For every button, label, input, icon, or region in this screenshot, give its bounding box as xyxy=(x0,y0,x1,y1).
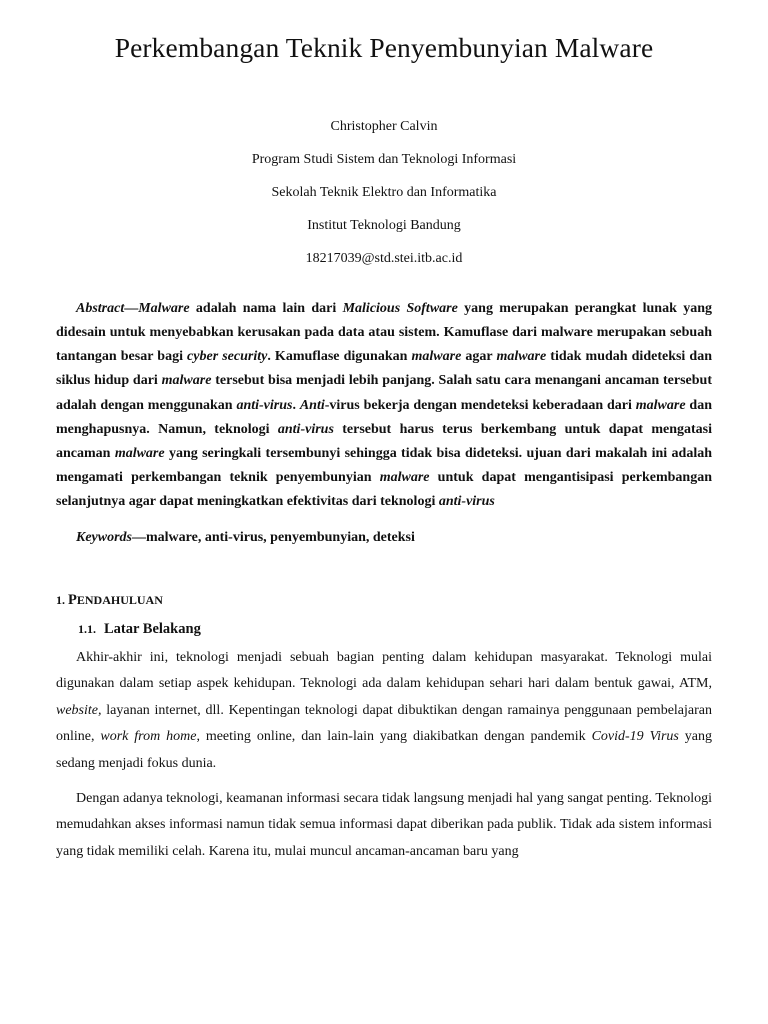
paragraph xyxy=(56,645,712,778)
paper-title: Perkembangan Teknik Penyembunyian Malware xyxy=(114,32,654,63)
text-run: yang sedang menjadi fokus dunia. xyxy=(56,729,712,771)
text-run: Anti xyxy=(299,397,325,413)
keywords-dash: — xyxy=(132,529,146,545)
keywords-text: malware, anti-virus, penyembunyian, deteksi xyxy=(146,529,415,545)
abstract xyxy=(56,297,712,515)
text-run: yang merupakan perangkat lunak yang didesain untuk menyebabkan kerusakan pada data atau sistem. Kamuflase dari malware merupakan sebuah tantangan besar bagi xyxy=(56,300,712,365)
section-number: 1. xyxy=(56,592,65,607)
subsection-heading xyxy=(78,619,712,639)
text-run: agar xyxy=(461,349,497,365)
author-block xyxy=(56,118,712,283)
text-run: malware xyxy=(114,445,165,461)
author-school: Sekolah Teknik Elektro dan Informatika xyxy=(271,184,497,200)
text-run: anti-virus xyxy=(277,421,334,437)
author-institute: Institut Teknologi Bandung xyxy=(307,217,461,233)
text-run: yang seringkali tersembunyi sehingga tidak bisa dideteksi. ujuan dari makalah ini adalah mengamati perkembangan teknik penyembunyian xyxy=(56,445,712,486)
abstract-dash: — xyxy=(124,300,139,316)
text-run: . Kamuflase digunakan xyxy=(267,349,412,365)
abstract-label: Abstract xyxy=(76,300,125,316)
text-run: Malware xyxy=(138,300,190,316)
section-title-rest: ENDAHULUAN xyxy=(76,592,163,607)
text-run: anti-virus xyxy=(438,494,495,510)
text-run: , meeting online, dan lain-lain yang diakibatkan dengan pandemik xyxy=(196,729,592,745)
text-run: layanan internet, dll. Kepentingan teknologi dapat dibuktikan dengan ramainya penggunaan pembelajaran online, xyxy=(56,702,712,745)
text-run: Akhir-akhir ini, teknologi menjadi sebuah bagian penting dalam kehidupan masyarakat. Teknologi mulai digunakan dalam setiap aspek kehidupan. Teknologi ada dalam kehidupan sehari hari dalam bentuk gawai, ATM, xyxy=(56,649,712,692)
subsection-title: Latar Belakang xyxy=(104,620,201,637)
paragraph xyxy=(56,786,712,866)
text-run: dan menghapusnya. Namun, teknologi xyxy=(56,397,712,437)
author-email: 18217039@std.stei.itb.ac.id xyxy=(305,250,463,266)
text-run: website, xyxy=(56,702,102,718)
text-run: anti-virus xyxy=(236,397,293,413)
text-run: Malicious Software xyxy=(342,300,458,316)
text-run: tersebut harus terus berkembang untuk dapat mengatasi ancaman xyxy=(56,421,713,461)
keywords xyxy=(56,527,712,549)
subsection-number: 1.1. xyxy=(78,621,96,636)
author-program: Program Studi Sistem dan Teknologi Informasi xyxy=(251,151,517,167)
text-run: cyber security xyxy=(187,349,268,365)
author-name: Christopher Calvin xyxy=(330,118,438,134)
text-run: malware xyxy=(411,349,462,365)
text-run: malware xyxy=(379,470,430,486)
text-run: malware xyxy=(496,349,547,365)
text-run: Covid-19 Virus xyxy=(591,729,679,745)
text-run: Dengan adanya teknologi, keamanan informasi secara tidak langsung menjadi hal yang sangat penting. Teknologi memudahkan akses informasi namun tidak semua informasi dapat diberikan pada publik. Tidak ada sistem informasi yang tidak memiliki celah. Karena itu, mulai muncul ancaman-ancaman baru yang xyxy=(56,790,712,859)
text-run: tidak mudah dideteksi dan siklus hidup dari xyxy=(56,349,712,389)
text-run: -virus bekerja dengan mendeteksi keberadaan dari xyxy=(324,397,636,413)
text-run: . xyxy=(292,397,300,413)
text-run: malware xyxy=(161,373,212,389)
text-run: tersebut bisa menjadi lebih panjang. Salah satu cara menangani ancaman tersebut adalah dengan menggunakan xyxy=(56,373,712,413)
keywords-label: Keywords xyxy=(76,529,132,545)
text-run: untuk dapat mengantisipasi perkembangan selanjutnya agar dapat meningkatkan efektivitas dari teknologi xyxy=(56,470,712,510)
text-run: adalah nama lain dari xyxy=(189,300,343,316)
text-run: work from home xyxy=(100,729,197,745)
section-initial: P xyxy=(68,591,77,608)
text-run: malware xyxy=(635,397,686,413)
section-heading xyxy=(56,589,712,611)
body-text xyxy=(56,645,712,866)
abstract-body xyxy=(56,301,712,510)
